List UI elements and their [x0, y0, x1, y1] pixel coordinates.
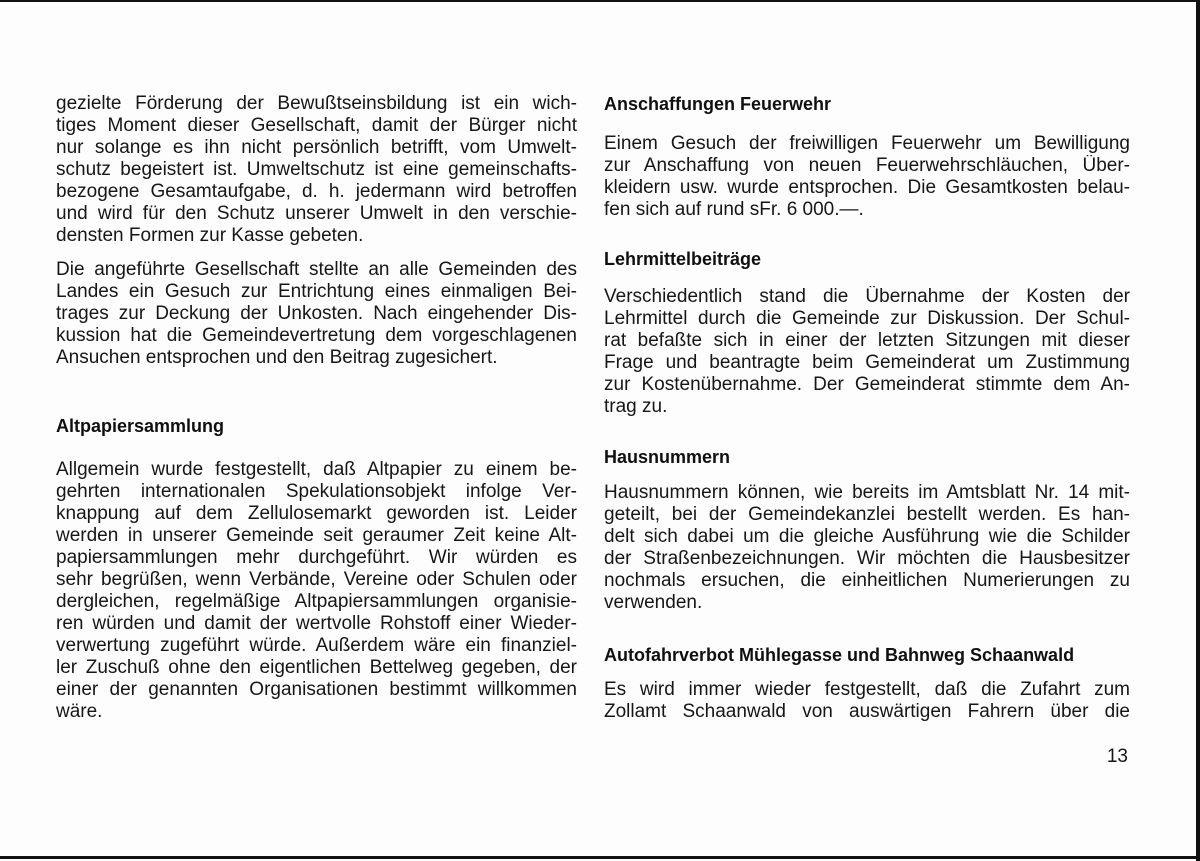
text-line: Die angeführte Gesellschaft stellte an alle Gemeinden des — [56, 259, 577, 280]
text-line: Hausnummern können, wie bereits im Amtsblatt Nr. 14 mit- — [604, 482, 1130, 503]
left-paragraph-1 — [56, 93, 577, 247]
page-border-bottom — [0, 856, 1200, 859]
text-line: verwenden. — [604, 592, 703, 613]
text-line: tiges Moment dieser Gesellschaft, damit der Bürger nicht — [56, 115, 577, 136]
section-heading-hausnummern: Hausnummern — [604, 447, 731, 467]
text-line: Einem Gesuch der freiwilligen Feuerwehr um Bewilligung — [604, 133, 1130, 154]
section-heading-altpapiersammlung: Altpapiersammlung — [56, 416, 225, 436]
text-line: geteilt, bei der Gemeindekanzlei bestellt werden. Es han- — [604, 504, 1130, 525]
text-line: Ansuchen entsprochen und den Beitrag zugesichert. — [56, 347, 498, 368]
text-line: knappung auf dem Zellulosemarkt geworden ist. Leider — [56, 503, 577, 524]
section-body-anschaffungen-feuerwehr — [604, 133, 1130, 221]
text-line: trag zu. — [604, 396, 668, 417]
text-line: bezogene Gesamtaufgabe, d. h. jedermann wird betroffen — [56, 181, 577, 202]
text-line: zur Kostenübernahme. Der Gemeinderat stimmte dem An- — [604, 374, 1130, 395]
text-line: delt sich dabei um die gleiche Ausführung wie die Schilder — [604, 526, 1130, 547]
page-border-top — [0, 0, 1200, 2]
text-line: ler Zuschuß ohne den eigentlichen Bettelweg gegeben, der — [56, 657, 577, 678]
text-line: Frage und beantragte beim Gemeinderat um Zustimmung — [604, 352, 1130, 373]
text-line: zur Anschaffung von neuen Feuerwehrschläuchen, Über- — [604, 155, 1130, 176]
text-line: Verschiedentlich stand die Übernahme der Kosten der — [604, 286, 1130, 307]
section-heading-autofahrverbot: Autofahrverbot Mühlegasse und Bahnweg Schaanwald — [604, 645, 1075, 665]
page-number: 13 — [1106, 746, 1128, 767]
text-line: kussion hat die Gemeindevertretung dem vorgeschlagenen — [56, 325, 577, 346]
text-line: ren würden und damit der wertvolle Rohstoff einer Wieder- — [56, 613, 577, 634]
text-line: dergleichen, regelmäßige Altpapiersammlungen organisie- — [56, 591, 577, 612]
left-paragraph-2 — [56, 259, 577, 369]
text-line: trages zur Deckung der Unkosten. Nach eingehender Dis- — [56, 303, 577, 324]
text-line: der Straßenbezeichnungen. Wir möchten die Hausbesitzer — [604, 548, 1130, 569]
text-line: fen sich auf rund sFr. 6 000.—. — [604, 199, 864, 220]
text-line: kleidern usw. wurde entsprochen. Die Gesamtkosten belau- — [604, 177, 1130, 198]
section-body-altpapiersammlung — [56, 459, 577, 723]
text-line: gezielte Förderung der Bewußtseinsbildung ist ein wich- — [56, 93, 577, 114]
section-body-lehrmittelbeitraege — [604, 286, 1130, 418]
text-line: Landes ein Gesuch zur Entrichtung eines einmaligen Bei- — [56, 281, 577, 302]
text-line: densten Formen zur Kasse gebeten. — [56, 225, 364, 246]
text-line: schutz begeistert ist. Umweltschutz ist eine gemeinschafts- — [56, 159, 577, 180]
text-line: gehrten internationalen Spekulationsobjekt infolge Ver- — [56, 481, 577, 502]
text-line: werden in unserer Gemeinde seit geraumer Zeit keine Alt- — [56, 525, 577, 546]
text-line: nur solange es ihn nicht persönlich betrifft, vom Umwelt- — [56, 137, 577, 158]
section-body-autofahrverbot — [604, 679, 1130, 723]
text-line: einer der genannten Organisationen bestimmt willkommen — [56, 679, 577, 700]
section-body-hausnummern — [604, 482, 1130, 614]
page-border-right — [1196, 0, 1200, 861]
text-line: wäre. — [56, 701, 103, 722]
text-line: nochmals ersuchen, die einheitlichen Numerierungen zu — [604, 570, 1130, 591]
text-line: Allgemein wurde festgestellt, daß Altpapier zu einem be- — [56, 459, 577, 480]
text-line: Es wird immer wieder festgestellt, daß die Zufahrt zum — [604, 679, 1130, 700]
text-line: verwertung zugeführt würde. Außerdem wäre ein finanziel- — [56, 635, 577, 656]
text-line: rat befaßte sich in einer der letzten Sitzungen mit dieser — [604, 330, 1130, 351]
section-heading-anschaffungen-feuerwehr: Anschaffungen Feuerwehr — [604, 94, 832, 114]
text-line: Lehrmittel durch die Gemeinde zur Diskussion. Der Schul- — [604, 308, 1130, 329]
text-line: und wird für den Schutz unserer Umwelt in den verschie- — [56, 203, 577, 224]
text-line: sehr begrüßen, wenn Verbände, Vereine oder Schulen oder — [56, 569, 577, 590]
text-line: papiersammlungen mehr durchgeführt. Wir würden es — [56, 547, 577, 568]
section-heading-lehrmittelbeitraege: Lehrmittelbeiträge — [604, 249, 762, 269]
text-line: Zollamt Schaanwald von auswärtigen Fahrern über die — [604, 701, 1130, 722]
